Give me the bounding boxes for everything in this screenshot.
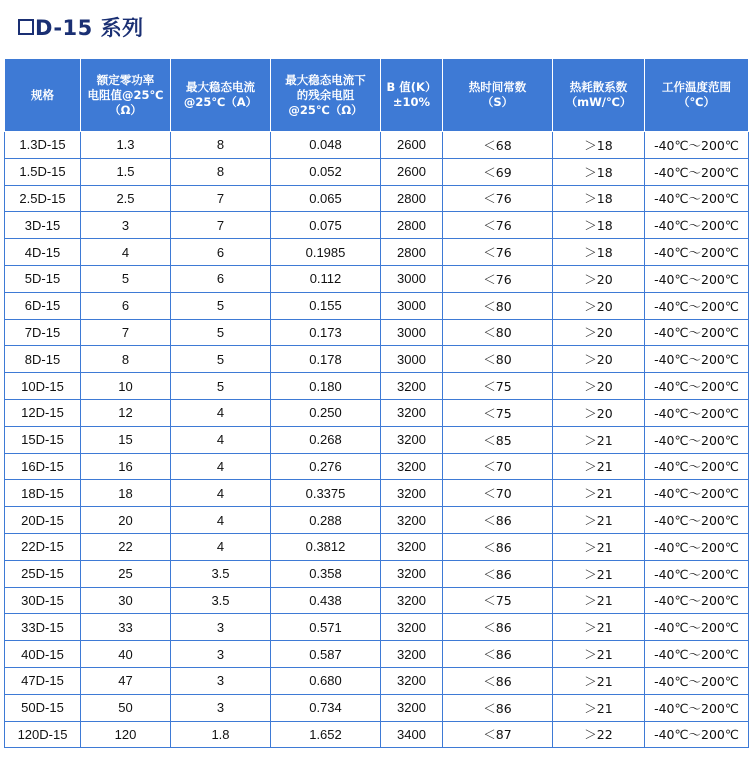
table-cell: ＜70 (443, 480, 553, 507)
table-cell: ＞21 (553, 641, 645, 668)
table-cell: 3D-15 (5, 212, 81, 239)
table-cell: 0.438 (271, 587, 381, 614)
table-cell: 2800 (381, 212, 443, 239)
table-cell: 4 (171, 533, 271, 560)
table-cell: -40℃～200℃ (645, 373, 749, 400)
table-cell: 2600 (381, 158, 443, 185)
table-cell: 4 (171, 507, 271, 534)
checkbox-square-icon (18, 19, 34, 35)
table-cell: 0.155 (271, 292, 381, 319)
column-header (271, 59, 381, 132)
column-header-line: （Ω） (109, 102, 142, 117)
column-header-line: 工作温度范围 (662, 80, 731, 94)
table-cell: 4 (171, 399, 271, 426)
column-header-line: （℃） (678, 95, 715, 109)
table-cell: 1.5 (81, 158, 171, 185)
table-row (5, 265, 749, 292)
table-cell: ＜76 (443, 239, 553, 266)
table-row (5, 399, 749, 426)
table-cell: ＜69 (443, 158, 553, 185)
table-cell: -40℃～200℃ (645, 533, 749, 560)
table-cell: 3200 (381, 533, 443, 560)
table-cell: -40℃～200℃ (645, 132, 749, 159)
table-cell: ＜76 (443, 265, 553, 292)
table-cell: 20 (81, 507, 171, 534)
column-header-line: 额定零功率 (96, 72, 155, 87)
table-cell: 2600 (381, 132, 443, 159)
table-cell: -40℃～200℃ (645, 480, 749, 507)
table-cell: 3200 (381, 453, 443, 480)
table-cell: -40℃～200℃ (645, 453, 749, 480)
table-cell: 4 (171, 480, 271, 507)
column-header-line: @25℃（Ω） (288, 102, 363, 117)
table-cell: 1.8 (171, 721, 271, 748)
column-header-line: 热耗散系数 (569, 80, 628, 94)
table-cell: 0.268 (271, 426, 381, 453)
table-cell: 3200 (381, 426, 443, 453)
page-title-text: D-15 系列 (35, 16, 144, 40)
table-cell: -40℃～200℃ (645, 212, 749, 239)
table-cell: -40℃～200℃ (645, 587, 749, 614)
table-cell: ＜86 (443, 641, 553, 668)
table-cell: 33 (81, 614, 171, 641)
table-cell: 2.5 (81, 185, 171, 212)
table-cell: ＜68 (443, 132, 553, 159)
column-header-line: 电阻值@25℃ (87, 87, 164, 102)
table-row (5, 694, 749, 721)
table-row (5, 346, 749, 373)
table-cell: 4 (171, 453, 271, 480)
table-cell: ＞21 (553, 453, 645, 480)
table-cell: 6D-15 (5, 292, 81, 319)
table-cell: 3200 (381, 507, 443, 534)
table-cell: 3000 (381, 265, 443, 292)
table-cell: 3200 (381, 587, 443, 614)
table-cell: 0.358 (271, 560, 381, 587)
table-cell: 4 (81, 239, 171, 266)
table-cell: 40 (81, 641, 171, 668)
table-cell: 5 (171, 373, 271, 400)
table-cell: 8 (171, 132, 271, 159)
table-cell: -40℃～200℃ (645, 185, 749, 212)
table-cell: 5 (171, 346, 271, 373)
column-header (171, 59, 271, 132)
table-cell: 3 (171, 694, 271, 721)
table-cell: -40℃～200℃ (645, 399, 749, 426)
table-cell: ＞21 (553, 667, 645, 694)
table-cell: 3.5 (171, 587, 271, 614)
table-cell: 2.5D-15 (5, 185, 81, 212)
table-cell: ＞21 (553, 507, 645, 534)
table-row (5, 373, 749, 400)
table-cell: 120 (81, 721, 171, 748)
table-cell: 40D-15 (5, 641, 81, 668)
table-cell: 15D-15 (5, 426, 81, 453)
table-cell: ＞20 (553, 346, 645, 373)
table-cell: -40℃～200℃ (645, 694, 749, 721)
table-cell: 7D-15 (5, 319, 81, 346)
table-cell: ＜76 (443, 212, 553, 239)
table-cell: 2800 (381, 185, 443, 212)
table-cell: ＜75 (443, 587, 553, 614)
table-cell: 3200 (381, 641, 443, 668)
table-cell: -40℃～200℃ (645, 721, 749, 748)
table-cell: -40℃～200℃ (645, 292, 749, 319)
table-cell: 3000 (381, 319, 443, 346)
table-cell: 3200 (381, 614, 443, 641)
table-cell: ＜86 (443, 507, 553, 534)
table-cell: 0.178 (271, 346, 381, 373)
table-row (5, 480, 749, 507)
table-cell: 3 (171, 641, 271, 668)
table-cell: ＞18 (553, 212, 645, 239)
table-cell: 25D-15 (5, 560, 81, 587)
table-cell: 3200 (381, 694, 443, 721)
table-row (5, 667, 749, 694)
table-cell: 8D-15 (5, 346, 81, 373)
table-cell: 3400 (381, 721, 443, 748)
table-cell: -40℃～200℃ (645, 239, 749, 266)
table-cell: 16D-15 (5, 453, 81, 480)
table-cell: -40℃～200℃ (645, 426, 749, 453)
table-cell: ＞18 (553, 158, 645, 185)
table-cell: 20D-15 (5, 507, 81, 534)
table-cell: 120D-15 (5, 721, 81, 748)
table-cell: 0.180 (271, 373, 381, 400)
table-cell: 6 (81, 292, 171, 319)
table-cell: ＞21 (553, 480, 645, 507)
table-cell: 0.065 (271, 185, 381, 212)
table-cell: 16 (81, 453, 171, 480)
table-cell: ＜86 (443, 533, 553, 560)
table-cell: ＜80 (443, 346, 553, 373)
table-cell: 0.048 (271, 132, 381, 159)
table-header-row (5, 59, 749, 132)
table-cell: 3200 (381, 399, 443, 426)
table-cell: 18 (81, 480, 171, 507)
column-header (5, 59, 81, 132)
table-cell: -40℃～200℃ (645, 158, 749, 185)
table-cell: 50D-15 (5, 694, 81, 721)
column-header (81, 59, 171, 132)
table-cell: 1.5D-15 (5, 158, 81, 185)
column-header-line: 热时间常数 (468, 80, 527, 94)
table-cell: ＜87 (443, 721, 553, 748)
table-cell: ＞21 (553, 694, 645, 721)
table-row (5, 507, 749, 534)
table-cell: 7 (171, 185, 271, 212)
column-header (381, 59, 443, 132)
column-header (443, 59, 553, 132)
table-cell: ＜86 (443, 614, 553, 641)
table-cell: ＜75 (443, 373, 553, 400)
table-cell: -40℃～200℃ (645, 667, 749, 694)
table-cell: ＜85 (443, 426, 553, 453)
table-cell: -40℃～200℃ (645, 614, 749, 641)
column-header-line: 规格 (31, 87, 54, 102)
table-cell: 12 (81, 399, 171, 426)
table-cell: ＜86 (443, 560, 553, 587)
table-cell: ＞20 (553, 319, 645, 346)
table-cell: 0.288 (271, 507, 381, 534)
table-cell: 12D-15 (5, 399, 81, 426)
table-cell: 6 (171, 239, 271, 266)
table-cell: 0.276 (271, 453, 381, 480)
column-header-line: （mW/℃） (565, 95, 632, 109)
table-cell: 8 (171, 158, 271, 185)
table-cell: 3200 (381, 667, 443, 694)
table-cell: 10 (81, 373, 171, 400)
table-cell: ＞21 (553, 587, 645, 614)
table-cell: ＜86 (443, 667, 553, 694)
table-body (5, 132, 749, 748)
table-row (5, 319, 749, 346)
table-row (5, 533, 749, 560)
column-header-line: @25℃（A） (183, 95, 258, 109)
table-cell: 0.250 (271, 399, 381, 426)
table-cell: 5 (171, 319, 271, 346)
page-title (18, 12, 144, 42)
table-cell: 1.3D-15 (5, 132, 81, 159)
table-cell: 3200 (381, 480, 443, 507)
column-header (553, 59, 645, 132)
table-row (5, 641, 749, 668)
table-row (5, 212, 749, 239)
table-cell: 10D-15 (5, 373, 81, 400)
table-cell: 4 (171, 426, 271, 453)
spec-table (4, 58, 749, 748)
table-cell: 50 (81, 694, 171, 721)
table-cell: 1.652 (271, 721, 381, 748)
table-cell: 0.571 (271, 614, 381, 641)
table-cell: ＜80 (443, 319, 553, 346)
table-cell: 3200 (381, 560, 443, 587)
table-cell: ＞21 (553, 533, 645, 560)
table-cell: 5 (81, 265, 171, 292)
table-cell: ＞18 (553, 239, 645, 266)
table-cell: 8 (81, 346, 171, 373)
table-cell: ＞21 (553, 426, 645, 453)
table-cell: ＜70 (443, 453, 553, 480)
table-cell: ＜75 (443, 399, 553, 426)
table-cell: -40℃～200℃ (645, 507, 749, 534)
column-header-line: 的残余电阻 (296, 87, 355, 102)
table-row (5, 587, 749, 614)
table-cell: ＞21 (553, 560, 645, 587)
table-cell: ＞22 (553, 721, 645, 748)
table-cell: -40℃～200℃ (645, 560, 749, 587)
table-cell: -40℃～200℃ (645, 265, 749, 292)
table-cell: -40℃～200℃ (645, 319, 749, 346)
table-cell: 3000 (381, 346, 443, 373)
table-cell: 0.052 (271, 158, 381, 185)
table-cell: 33D-15 (5, 614, 81, 641)
table-cell: ＞20 (553, 373, 645, 400)
table-cell: 0.680 (271, 667, 381, 694)
column-header-line: B 值(K） (386, 80, 437, 94)
table-cell: 0.1985 (271, 239, 381, 266)
table-cell: 3 (171, 614, 271, 641)
table-row (5, 560, 749, 587)
table-cell: 30D-15 (5, 587, 81, 614)
table-cell: 0.587 (271, 641, 381, 668)
table-cell: 25 (81, 560, 171, 587)
table-cell: ＞18 (553, 132, 645, 159)
table-cell: 18D-15 (5, 480, 81, 507)
table-cell: ＞21 (553, 614, 645, 641)
table-cell: 15 (81, 426, 171, 453)
table-cell: 3200 (381, 373, 443, 400)
table-row (5, 239, 749, 266)
table-cell: 7 (81, 319, 171, 346)
table-cell: 22 (81, 533, 171, 560)
table-cell: 5D-15 (5, 265, 81, 292)
table-cell: ＜76 (443, 185, 553, 212)
table-cell: 5 (171, 292, 271, 319)
table-row (5, 185, 749, 212)
column-header-line: （S） (481, 95, 514, 109)
table-row (5, 158, 749, 185)
table-cell: 1.3 (81, 132, 171, 159)
table-cell: ＞20 (553, 399, 645, 426)
table-cell: 0.173 (271, 319, 381, 346)
column-header (645, 59, 749, 132)
table-cell: 3 (81, 212, 171, 239)
table-cell: 3000 (381, 292, 443, 319)
table-cell: 22D-15 (5, 533, 81, 560)
table-cell: 2800 (381, 239, 443, 266)
table-cell: 0.734 (271, 694, 381, 721)
table-cell: 6 (171, 265, 271, 292)
table-cell: 3.5 (171, 560, 271, 587)
table-cell: ＜80 (443, 292, 553, 319)
table-cell: 0.112 (271, 265, 381, 292)
table-cell: 0.3375 (271, 480, 381, 507)
table-cell: 47 (81, 667, 171, 694)
table-cell: ＞20 (553, 265, 645, 292)
table-row (5, 453, 749, 480)
table-cell: 3 (171, 667, 271, 694)
table-cell: -40℃～200℃ (645, 346, 749, 373)
table-cell: 4D-15 (5, 239, 81, 266)
table-cell: ＞18 (553, 185, 645, 212)
table-cell: 0.075 (271, 212, 381, 239)
table-row (5, 132, 749, 159)
column-header-line: 最大稳态电流 (186, 80, 255, 94)
column-header-line: ±10% (392, 95, 431, 109)
table-row (5, 721, 749, 748)
table-row (5, 426, 749, 453)
table-row (5, 292, 749, 319)
table-cell: 30 (81, 587, 171, 614)
column-header-line: 最大稳态电流下 (285, 72, 366, 87)
table-cell: 7 (171, 212, 271, 239)
table-cell: 0.3812 (271, 533, 381, 560)
table-cell: ＞20 (553, 292, 645, 319)
table-cell: 47D-15 (5, 667, 81, 694)
table-cell: ＜86 (443, 694, 553, 721)
table-cell: -40℃～200℃ (645, 641, 749, 668)
table-row (5, 614, 749, 641)
